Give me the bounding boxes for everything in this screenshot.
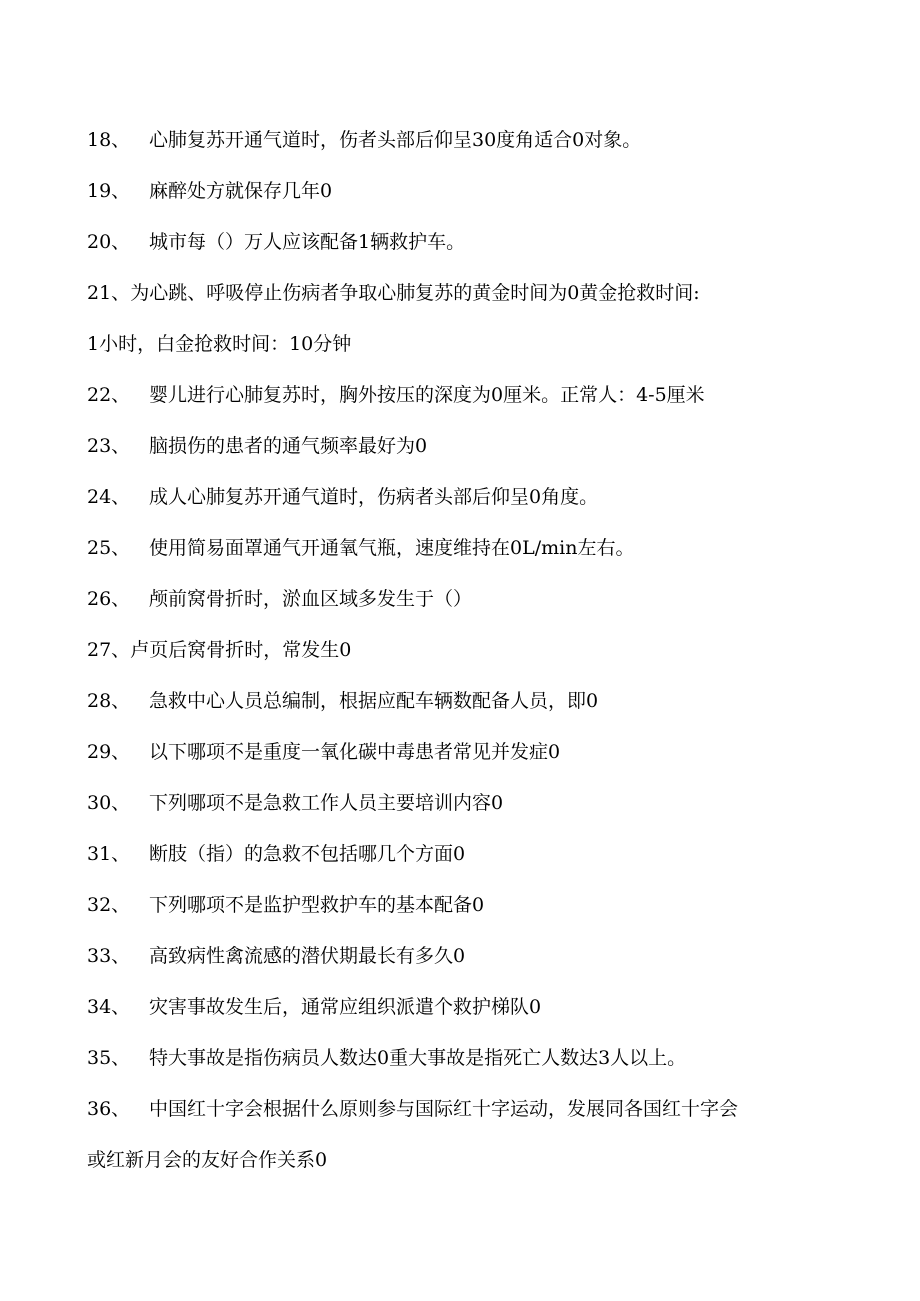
question-35 bbox=[87, 1046, 847, 1070]
question-21-continuation bbox=[87, 332, 847, 356]
question-text: 中国红十字会根据什么原则参与国际红十字运动，发展同各国红十字会 bbox=[149, 1098, 739, 1120]
question-number: 23、 bbox=[87, 435, 131, 457]
question-text-continuation: 1小时，白金抢救时间：10分钟 bbox=[87, 333, 352, 355]
question-text: 婴儿进行心肺复苏时，胸外按压的深度为0厘米。正常人：4-5厘米 bbox=[149, 384, 705, 406]
question-text: 使用简易面罩通气开通氧气瓶，速度维持在0L/min左右。 bbox=[149, 537, 635, 559]
question-text: 成人心肺复苏开通气道时，伤病者头部后仰呈0角度。 bbox=[149, 486, 599, 508]
question-25 bbox=[87, 536, 847, 560]
question-text: 以下哪项不是重度一氧化碳中毒患者常见并发症0 bbox=[149, 741, 561, 763]
question-number: 31、 bbox=[87, 843, 131, 865]
question-number: 33、 bbox=[87, 945, 131, 967]
question-number: 30、 bbox=[87, 792, 131, 814]
question-31 bbox=[87, 842, 847, 866]
question-26 bbox=[87, 587, 847, 611]
question-number: 24、 bbox=[87, 486, 131, 508]
question-36 bbox=[87, 1097, 847, 1121]
question-number: 20、 bbox=[87, 231, 131, 253]
question-number: 32、 bbox=[87, 894, 131, 916]
question-34 bbox=[87, 995, 847, 1019]
question-text: 卢页后窝骨折时，常发生0 bbox=[130, 639, 352, 661]
question-24 bbox=[87, 485, 847, 509]
question-29 bbox=[87, 740, 847, 764]
question-number: 29、 bbox=[87, 741, 131, 763]
question-18 bbox=[87, 128, 847, 152]
question-number: 19、 bbox=[87, 180, 131, 202]
question-27 bbox=[87, 638, 847, 662]
question-number: 18、 bbox=[87, 129, 131, 151]
question-text: 特大事故是指伤病员人数达0重大事故是指死亡人数达3人以上。 bbox=[149, 1047, 687, 1069]
question-28 bbox=[87, 689, 847, 713]
question-number: 34、 bbox=[87, 996, 131, 1018]
question-number: 36、 bbox=[87, 1098, 131, 1120]
question-text: 颅前窝骨折时，淤血区域多发生于（） bbox=[149, 588, 473, 610]
question-19 bbox=[87, 179, 847, 203]
question-number: 28、 bbox=[87, 690, 131, 712]
question-number: 26、 bbox=[87, 588, 131, 610]
question-text: 脑损伤的患者的通气频率最好为0 bbox=[149, 435, 428, 457]
question-32 bbox=[87, 893, 847, 917]
question-text: 灾害事故发生后，通常应组织派遣个救护梯队0 bbox=[149, 996, 542, 1018]
question-number: 27、 bbox=[87, 639, 131, 661]
question-text: 心肺复苏开通气道时，伤者头部后仰呈30度角适合0对象。 bbox=[149, 129, 642, 151]
question-text: 城市每（）万人应该配备1辆救护车。 bbox=[149, 231, 466, 253]
question-21 bbox=[87, 281, 847, 305]
question-23 bbox=[87, 434, 847, 458]
question-number: 21、 bbox=[87, 282, 131, 304]
question-text: 麻醉处方就保存几年0 bbox=[149, 180, 333, 202]
question-number: 25、 bbox=[87, 537, 131, 559]
question-36-continuation bbox=[87, 1148, 847, 1172]
question-number: 35、 bbox=[87, 1047, 131, 1069]
question-text-continuation: 或红新月会的友好合作关系0 bbox=[87, 1149, 328, 1171]
question-text: 下列哪项不是急救工作人员主要培训内容0 bbox=[149, 792, 504, 814]
question-text: 下列哪项不是监护型救护车的基本配备0 bbox=[149, 894, 485, 916]
question-20 bbox=[87, 230, 847, 254]
question-30 bbox=[87, 791, 847, 815]
question-33 bbox=[87, 944, 847, 968]
question-22 bbox=[87, 383, 847, 407]
question-text: 高致病性禽流感的潜伏期最长有多久0 bbox=[149, 945, 466, 967]
question-text: 为心跳、呼吸停止伤病者争取心肺复苏的黄金时间为0黄金抢救时间: bbox=[130, 282, 700, 304]
question-text: 急救中心人员总编制，根据应配车辆数配备人员，即0 bbox=[149, 690, 599, 712]
question-number: 22、 bbox=[87, 384, 131, 406]
question-text: 断肢（指）的急救不包括哪几个方面0 bbox=[149, 843, 466, 865]
